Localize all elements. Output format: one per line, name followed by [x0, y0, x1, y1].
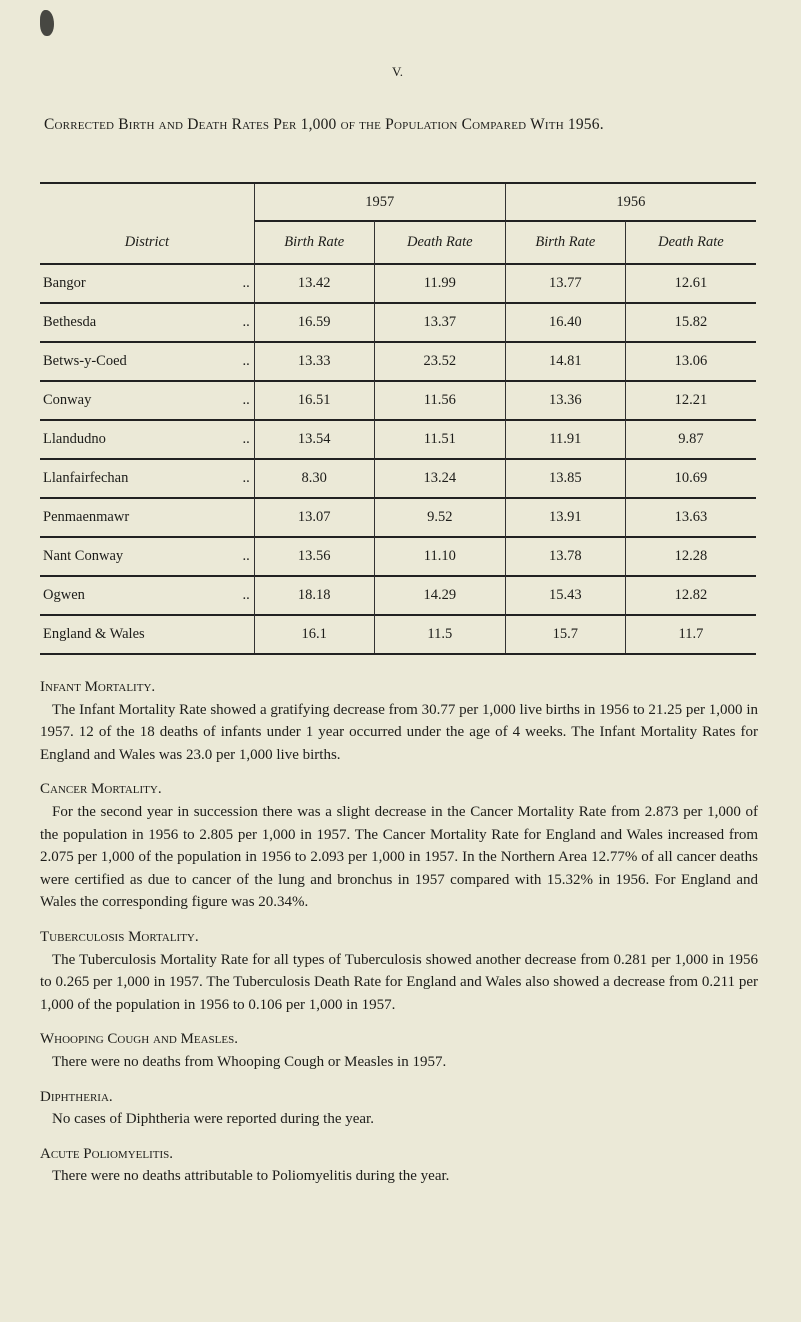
district-name: Bethesda — [43, 314, 97, 330]
table-row — [40, 497, 756, 536]
leader-dots: .. — [242, 353, 250, 369]
rate-cell: 16.51 — [254, 380, 374, 419]
district-cell — [40, 614, 254, 653]
table-row — [40, 341, 756, 380]
rate-cell: 11.10 — [374, 536, 505, 575]
section-heading: Infant Mortality. — [40, 679, 156, 695]
rate-cell: 12.61 — [625, 263, 756, 302]
table-row — [40, 614, 756, 653]
death-rate-header: Death Rate — [374, 220, 505, 263]
district-cell — [40, 458, 254, 497]
rate-cell: 16.59 — [254, 302, 374, 341]
section-heading: Whooping Cough and Measles. — [40, 1031, 238, 1048]
section-text: The Infant Mortality Rate showed a gratifying decrease from 30.77 per 1,000 live births in 1956 to 21.25 per 1,000 in 1957. 12 of the 18 deaths of infants under 1 year occurred under the age of 4 weeks. The Infant Mortality Rates for England and Wales was 23.0 per 1,000 live births. — [40, 701, 758, 763]
leader-dots: .. — [242, 548, 250, 564]
rate-cell: 16.40 — [505, 302, 625, 341]
section-heading: Diphtheria. — [40, 1088, 113, 1105]
table-row — [40, 575, 756, 614]
rate-cell: 13.91 — [505, 497, 625, 536]
leader-dots: .. — [242, 431, 250, 447]
rate-cell: 11.5 — [374, 614, 505, 653]
district-header: District — [124, 234, 170, 250]
section-heading: Acute Poliomyelitis. — [40, 1145, 173, 1162]
year-1957-header: 1957 — [254, 184, 505, 220]
death-rate-header: Death Rate — [625, 220, 756, 263]
page-number: V. — [392, 64, 403, 79]
year-1956-header: 1956 — [505, 184, 756, 220]
rate-cell: 13.07 — [254, 497, 374, 536]
district-cell — [40, 575, 254, 614]
rate-cell: 11.99 — [374, 263, 505, 302]
rate-cell: 11.51 — [374, 419, 505, 458]
rate-cell: 12.82 — [625, 575, 756, 614]
rate-cell: 11.91 — [505, 419, 625, 458]
table-row — [40, 302, 756, 341]
district-cell — [40, 536, 254, 575]
rate-cell: 13.54 — [254, 419, 374, 458]
district-cell — [40, 419, 254, 458]
rate-cell: 13.33 — [254, 341, 374, 380]
rate-cell: 15.7 — [505, 614, 625, 653]
district-name: Ogwen — [43, 587, 85, 603]
section-text: There were no deaths attributable to Poliomyelitis during the year. — [52, 1168, 450, 1185]
leader-dots: .. — [242, 275, 250, 291]
text-body — [40, 676, 758, 1188]
section-text: For the second year in succession there was a slight decrease in the Cancer Mortality Rate from 2.873 per 1,000 of the population in 1956 to 2.805 per 1,000 in 1957. The Cancer Mortality Rate for England and Wales increased from 2.075 per 1,000 of the population in 1956 to 2.093 per 1,000 in 1957. In the Northern Area 12.77% of all cancer deaths were certified as due to cancer of the lung and bronchus in 1957 compared with 15.32% in 1956. For England and Wales the corresponding figure was 20.34%. — [40, 803, 758, 911]
rate-cell: 11.7 — [625, 614, 756, 653]
table-row — [40, 536, 756, 575]
rate-cell: 13.37 — [374, 302, 505, 341]
rate-cell: 13.77 — [505, 263, 625, 302]
table-row — [40, 419, 756, 458]
rate-cell: 13.42 — [254, 263, 374, 302]
rate-cell: 14.29 — [374, 575, 505, 614]
rate-cell: 8.30 — [254, 458, 374, 497]
rate-cell: 13.56 — [254, 536, 374, 575]
district-cell — [40, 302, 254, 341]
rate-cell: 13.78 — [505, 536, 625, 575]
district-name: Llandudno — [43, 431, 106, 447]
rate-cell: 13.06 — [625, 341, 756, 380]
rate-cell: 10.69 — [625, 458, 756, 497]
rate-cell: 15.43 — [505, 575, 625, 614]
rate-cell: 12.28 — [625, 536, 756, 575]
section-text: There were no deaths from Whooping Cough or Measles in 1957. — [52, 1053, 447, 1070]
leader-dots: .. — [242, 470, 250, 486]
rate-cell: 14.81 — [505, 341, 625, 380]
district-cell — [40, 380, 254, 419]
leader-dots: .. — [242, 587, 250, 603]
rate-cell: 9.87 — [625, 419, 756, 458]
section-text: No cases of Diphtheria were reported during the year. — [52, 1111, 374, 1128]
rate-cell: 12.21 — [625, 380, 756, 419]
section-heading: Cancer Mortality. — [40, 781, 162, 798]
rate-cell: 13.85 — [505, 458, 625, 497]
table-row — [40, 263, 756, 302]
table-row — [40, 458, 756, 497]
district-name: Penmaenmawr — [43, 509, 130, 525]
district-cell — [40, 263, 254, 302]
birth-rate-header: Birth Rate — [254, 220, 374, 263]
district-name: Conway — [43, 392, 92, 408]
rates-table — [40, 182, 756, 655]
rate-cell: 11.56 — [374, 380, 505, 419]
district-name: Nant Conway — [43, 548, 124, 564]
rate-cell: 23.52 — [374, 341, 505, 380]
section-text: The Tuberculosis Mortality Rate for all types of Tuberculosis showed another decrease from 0.281 per 1,000 in 1956 to 0.265 per 1,000 in 1957. The Tuberculosis Death Rate for England and Wales also showed a decrease from 0.211 per 1,000 of the population in 1956 to 0.106 per 1,000 in 1957. — [40, 951, 758, 1013]
rate-cell: 9.52 — [374, 497, 505, 536]
leader-dots: .. — [242, 314, 250, 330]
rate-cell: 13.24 — [374, 458, 505, 497]
district-name: Llanfairfechan — [43, 470, 129, 486]
section-heading: Tuberculosis Mortality. — [40, 928, 199, 945]
table-row — [40, 380, 756, 419]
rate-cell: 15.82 — [625, 302, 756, 341]
table-title: Corrected Birth and Death Rates Per 1,000 of the Population Compared With 1956. — [44, 116, 604, 133]
page-mark — [40, 10, 54, 36]
district-name: Betws-y-Coed — [43, 353, 127, 369]
birth-rate-header: Birth Rate — [505, 220, 625, 263]
rate-cell: 13.36 — [505, 380, 625, 419]
district-cell — [40, 497, 254, 536]
rate-cell: 16.1 — [254, 614, 374, 653]
rate-cell: 18.18 — [254, 575, 374, 614]
leader-dots: .. — [242, 392, 250, 408]
district-name: England & Wales — [43, 626, 145, 642]
rate-cell: 13.63 — [625, 497, 756, 536]
district-cell — [40, 341, 254, 380]
district-name: Bangor — [43, 275, 86, 291]
